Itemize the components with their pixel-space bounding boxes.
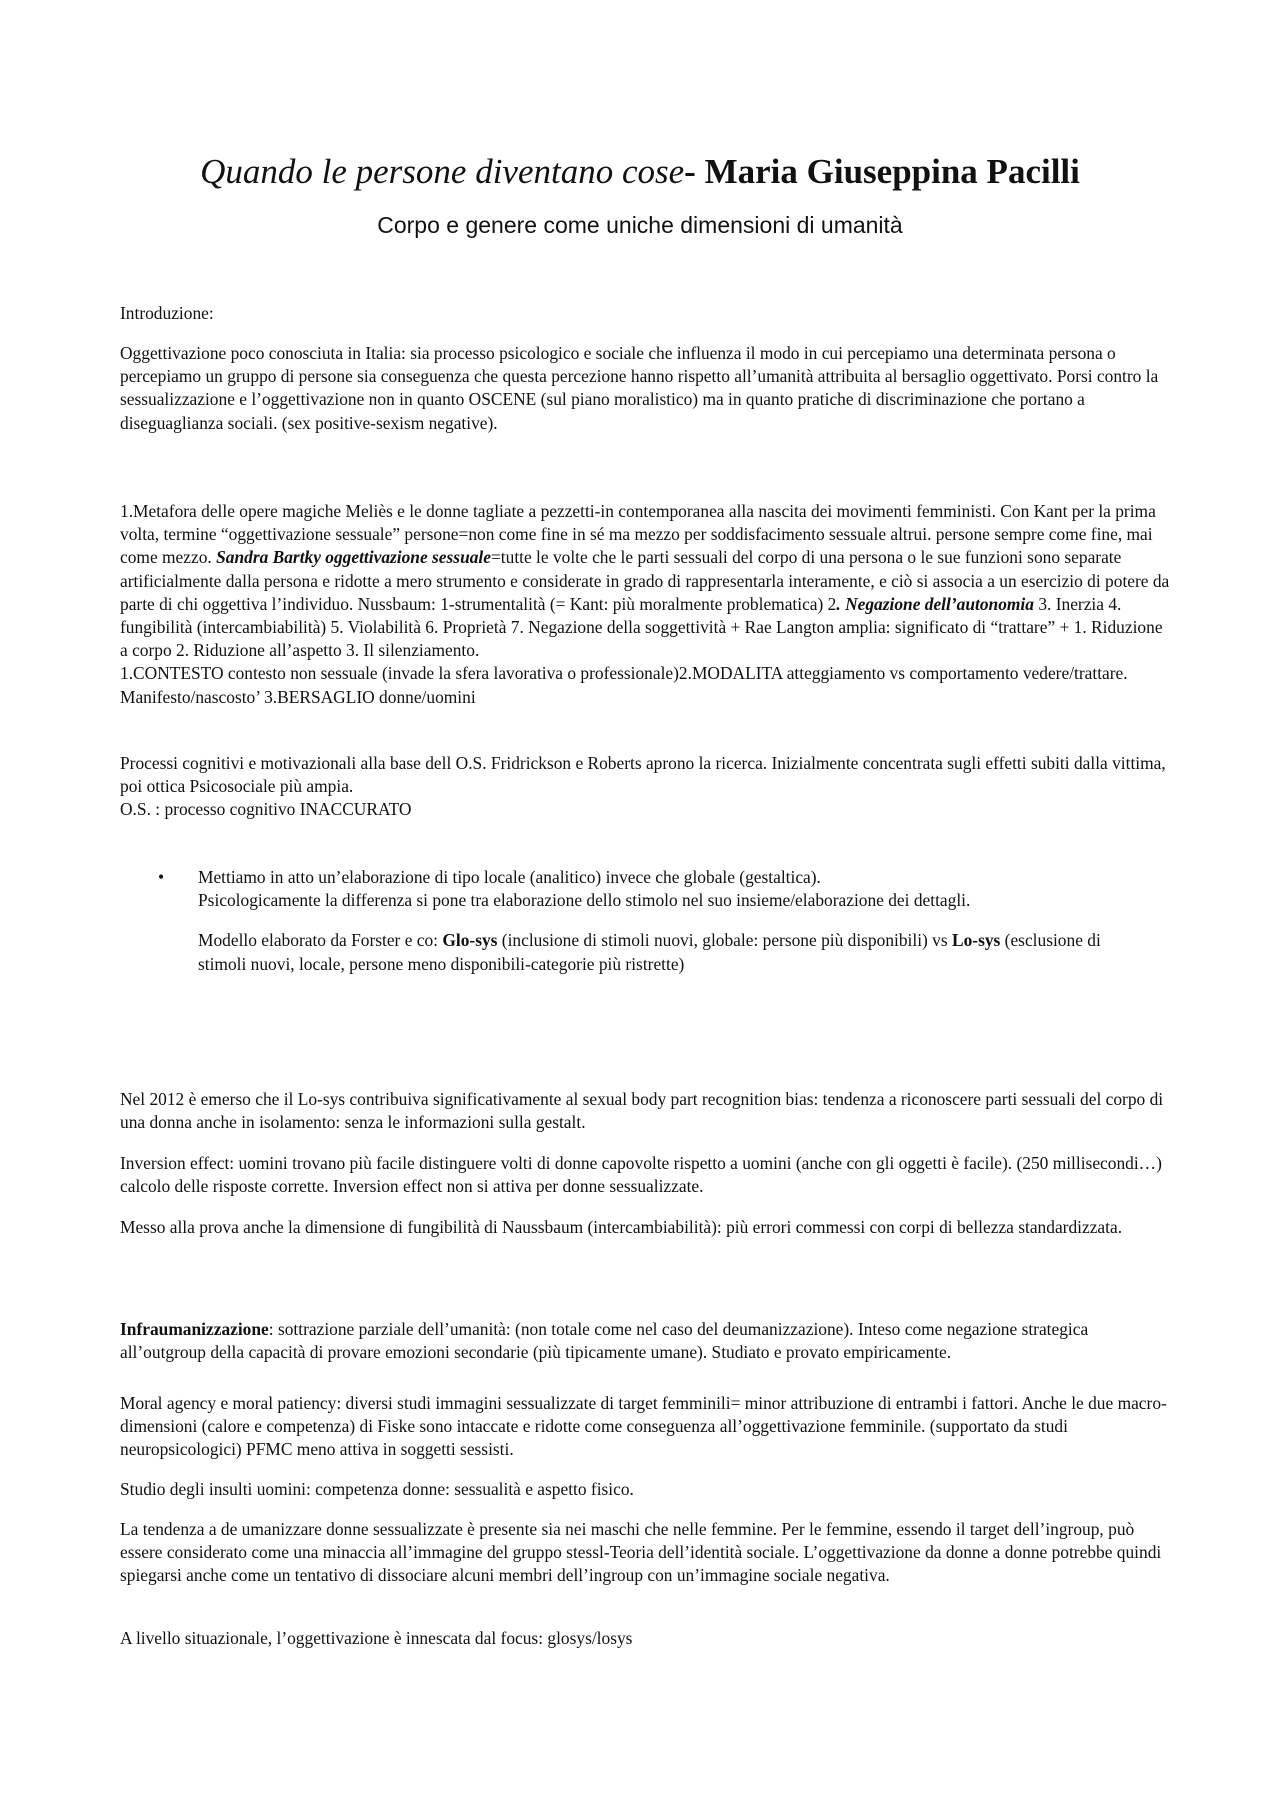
infra-paragraph — [120, 1318, 1170, 1364]
infra-text: : sottrazione parziale dell’umanità: (non totale come nel caso del deumanizzazione). Inteso come negazione strategica all’outgroup della capacità di provare emozioni secondarie (più tipicamente umane). Studiato e provato empiricamente. — [120, 1319, 1089, 1363]
bullet-line1: Mettiamo in atto un’elaborazione di tipo locale (analitico) invece che globale (gestaltica). — [198, 867, 821, 887]
intro-heading: Introduzione: — [120, 303, 214, 323]
document-subtitle: Corpo e genere come uniche dimensioni di umanità — [377, 212, 903, 238]
title-italic: Quando le persone diventano cose — [200, 152, 685, 191]
title-author: - Maria Giuseppina Pacilli — [684, 152, 1080, 191]
livello-paragraph: A livello situazionale, l’oggettivazione è innescata dal focus: glosys/losys — [120, 1628, 633, 1648]
os-line: O.S. : processo cognitivo INACCURATO — [120, 799, 412, 820]
modello-pre: Modello elaborato da Forster e co: — [198, 930, 443, 951]
section1-contesto: 1.CONTESTO contesto non sessuale (invade la sfera lavorativa o professionale)2.MODALITA atteggiamento vs comportamento vedere/trattare. Manifesto/nascosto’ 3.BERSAGLIO donne/uomini — [120, 663, 1128, 707]
glosys-term: Glo-sys — [442, 930, 498, 951]
p2012-paragraph: Nel 2012 è emerso che il Lo-sys contribuiva significativamente al sexual body part recognition bias: tendenza a riconoscere parti sessuali del corpo di una donna anche in isolamento: senza le informazioni sulla gestalt. — [120, 1089, 1164, 1133]
section1-bartky: Sandra Bartky oggettivazione sessuale — [216, 547, 491, 568]
moral-paragraph: Moral agency e moral patiency: diversi studi immagini sessualizzate di target femminili= minor attribuzione di entrambi i fattori. Anche le due macro-dimensioni (calore e competenza) di Fiske sono intaccate e ridotte come conseguenza all’oggettivazione femminile. (supportato da studi neuropsicologici) PFMC meno attiva in soggetti sessisti. — [120, 1393, 1167, 1460]
tendenza-paragraph: La tendenza a de umanizzare donne sessualizzate è presente sia nei maschi che nelle femmine. Per le femmine, essendo il target dell’ingroup, può essere considerato come una minaccia all’immagine del gruppo stessl-Teoria dell’identità sociale. L’oggettivazione da donne a donne potrebbe quindi spiegarsi anche come un tentativo di dissociare alcuni membri dell’ingroup con un’immagine sociale negativa. — [120, 1519, 1162, 1586]
studio-paragraph: Studio degli insulti uomini: competenza donne: sessualità e aspetto fisico. — [120, 1479, 634, 1499]
section1-part2: =tutte le volte che le parti sessuali del corpo di una persona o le sue funzioni sono separate artificialmente dalla persona e ridotte a mero strumento e considerate in grado di rappresentarla interamente, e ciò si associa a un esercizio di potere da parte di chi oggettiva l’individuo. Nussbaum: 1-strumentalità (= Kant: più moralmente problematica) 2 — [120, 547, 1170, 614]
section1-part1: 1.Metafora delle opere magiche Meliès e le donne tagliate a pezzetti-in contemporanea alla nascita dei movimenti femministi. Con Kant per la prima volta, termine “oggettivazione sessuale” persone=non come fine in sé ma mezzo per soddisfacimento sessuale altrui. persone sempre come fine, mai come mezzo. — [120, 501, 1156, 568]
intro-paragraph: Oggettivazione poco conosciuta in Italia: sia processo psicologico e sociale che influenza il modo in cui percepiamo una determinata persona o percepiamo un gruppo di persone sia conseguenza che questa percezione hanno rispetto all’umanità attribuita al bersaglio oggettivato. Porsi contro la sessualizzazione e l’oggettivazione non in quanto OSCENE (sul piano moralistico) ma in quanto pratiche di discriminazione che portano a diseguaglianza sociali. (sex positive-sexism negative). — [120, 343, 1159, 433]
section1-part3: 3. Inerzia 4. fungibilità (intercambiabilità) 5. Violabilità 6. Proprietà 7. Negazione della soggettività + Rae Langton amplia: significato di “trattare” + 1. Riduzione a corpo 2. Riduzione all’aspetto 3. Il silenziamento. — [120, 593, 1163, 661]
processi-text: Processi cognitivi e motivazionali alla base dell O.S. Fridrickson e Roberts aprono la ricerca. Inizialmente concentrata sugli effetti subiti dalla vittima, poi ottica Psicosociale più ampia. — [120, 753, 1166, 797]
bullet-symbol: • — [158, 867, 165, 887]
processi-paragraph — [120, 752, 1170, 822]
modello-post: (esclusione di stimoli nuovi, locale, persone meno disponibili-categorie più ristrette) — [198, 930, 1101, 974]
messo-paragraph: Messo alla prova anche la dimensione di fungibilità di Naussbaum (intercambiabilità): più errori commessi con corpi di bellezza standardizzata. — [120, 1217, 1123, 1237]
modello-mid: (inclusione di stimoli nuovi, globale: persone più disponibili) vs — [497, 930, 952, 951]
inversion-paragraph: Inversion effect: uomini trovano più facile distinguere volti di donne capovolte rispetto a uomini (anche con gli oggetti è facile). (250 millisecondi…) calcolo delle risposte corrette. Inversion effect non si attiva per donne sessualizzate. — [120, 1153, 1162, 1197]
losys-term: Lo-sys — [952, 930, 1001, 951]
bullet-line2: Psicologicamente la differenza si pone tra elaborazione dello stimolo nel suo insieme/elaborazione dei dettagli. — [198, 890, 971, 911]
infra-term: Infraumanizzazione — [120, 1319, 269, 1339]
section1-autonomia: . Negazione dell’autonomia — [836, 593, 1034, 614]
bullet-item — [198, 866, 1138, 976]
modello-paragraph — [198, 929, 1138, 975]
section1-paragraph — [120, 500, 1170, 709]
document-title — [0, 150, 1280, 194]
